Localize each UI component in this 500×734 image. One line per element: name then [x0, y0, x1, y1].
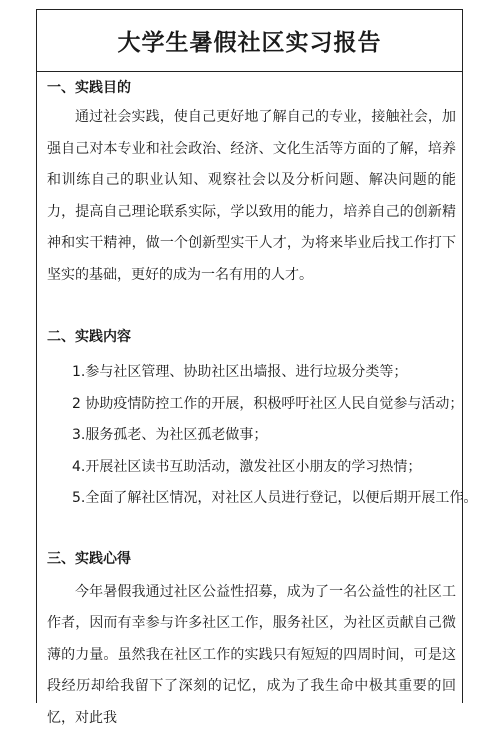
section-heading-reflection: 三、实践心得 — [47, 550, 131, 567]
section-paragraph-purpose: 通过社会实践，使自己更好地了解自己的专业，接触社会，加强自己对本专业和社会政治、经济、文化生活等方面的了解，培养和训练自己的职业认知、观察社会以及分析问题、解决问题的能力，提高自己理论联系实际，学以致用的能力，培养自己的创新精神和实干精神，做一个创新型实干人才，为将来毕业后找工作打下坚实的基础，更好的成为一名有用的人才。 — [47, 109, 456, 283]
list-item: 1.参与社区管理、协助社区出墙报、进行垃圾分类等； — [72, 364, 408, 380]
document-title: 大学生暑假社区实习报告 — [117, 30, 382, 56]
list-item: 4.开展社区读书互助活动，激发社区小朋友的学习热情； — [72, 458, 422, 475]
section-heading-purpose: 一、实践目的 — [47, 80, 131, 96]
list-item: 3.服务孤老、为社区孤老做事； — [72, 427, 268, 444]
report-sheet — [36, 9, 478, 726]
list-item: 2 协助疫情防控工作的开展，积极呼吁社区人民自觉参与活动； — [72, 395, 464, 412]
content-list — [47, 357, 478, 515]
list-item: 5.全面了解社区情况，对社区人员进行登记，以便后期开展工作。 — [72, 490, 478, 507]
section-heading-content: 二、实践内容 — [47, 329, 131, 345]
title-row — [37, 10, 462, 72]
report-body — [37, 78, 478, 734]
section-paragraph-reflection: 今年暑假我通过社区公益性招募，成为了一名公益性的社区工作者，因而有幸参与许多社区工作，服务社区，为社区贡献自己微薄的力量。虽然我在社区工作的实践只有短短的四周时间，可是这段经历却给我留下了深刻的记忆，成为了我生命中极其重要的回忆，对此我 — [47, 583, 456, 726]
